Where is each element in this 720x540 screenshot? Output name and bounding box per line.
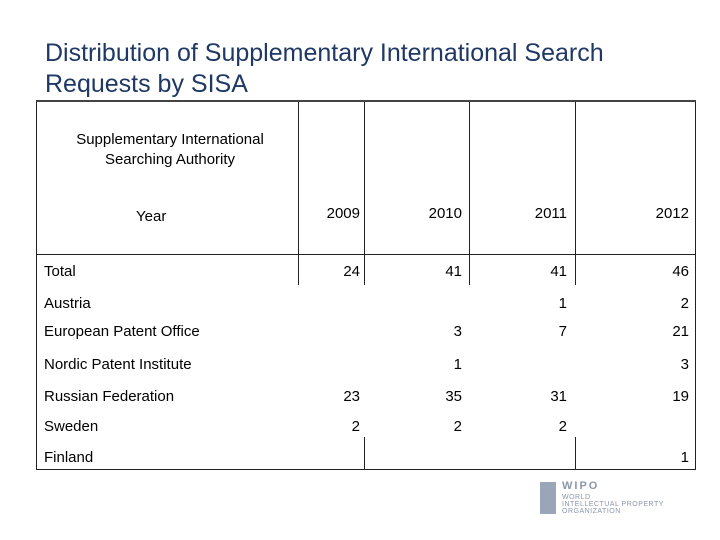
table-cell: 2 [453,418,462,435]
table-cell: 1 [558,295,567,312]
column-divider [575,102,576,285]
column-header-2010: 2010 [428,205,462,222]
authority-column-header [40,130,300,170]
column-header-2012: 2012 [655,205,689,222]
row-label: European Patent Office [44,323,200,340]
column-divider [575,437,576,470]
table-cell: 19 [672,388,689,405]
logo-wordmark: WIPO [562,480,600,492]
table-cell: 31 [550,388,567,405]
logo-mark [540,482,556,514]
row-label: Russian Federation [44,388,175,405]
column-header-2009: 2009 [326,205,360,222]
column-divider [364,102,365,285]
wipo-logo [540,480,710,516]
authority-header-line1: Supplementary International [76,131,264,148]
table-cell: 2 [680,295,689,312]
table-cell: 46 [672,263,689,280]
year-label: Year [136,208,167,225]
table-cell: 21 [672,323,689,340]
row-label: Total [44,263,76,280]
table-cell: 23 [343,388,360,405]
slide-title: Distribution of Supplementary International Search Requests by SISA [45,39,604,98]
header-divider [36,254,696,255]
table-cell: 2 [558,418,567,435]
logo-line1: WORLD [562,494,591,501]
row-label: Sweden [44,418,99,435]
table-cell: 41 [445,263,462,280]
column-header-2011: 2011 [534,205,567,222]
column-divider [364,437,365,470]
authority-header-line2: Searching Authority [104,151,236,168]
row-label: Austria [44,295,91,312]
table-cell: 7 [558,323,567,340]
table-cell: 3 [453,323,462,340]
logo-line3: ORGANIZATION [562,508,621,515]
table-cell: 3 [680,356,689,373]
table-cell: 24 [343,263,360,280]
logo-line2: INTELLECTUAL PROPERTY [562,501,664,508]
column-divider [469,102,470,285]
row-label: Nordic Patent Institute [44,356,192,373]
table-cell: 41 [550,263,567,280]
table-cell: 35 [445,388,462,405]
table-cell: 1 [453,356,462,373]
table-cell: 1 [680,449,689,466]
table-cell: 2 [351,418,360,435]
row-label: Finland [44,449,94,466]
